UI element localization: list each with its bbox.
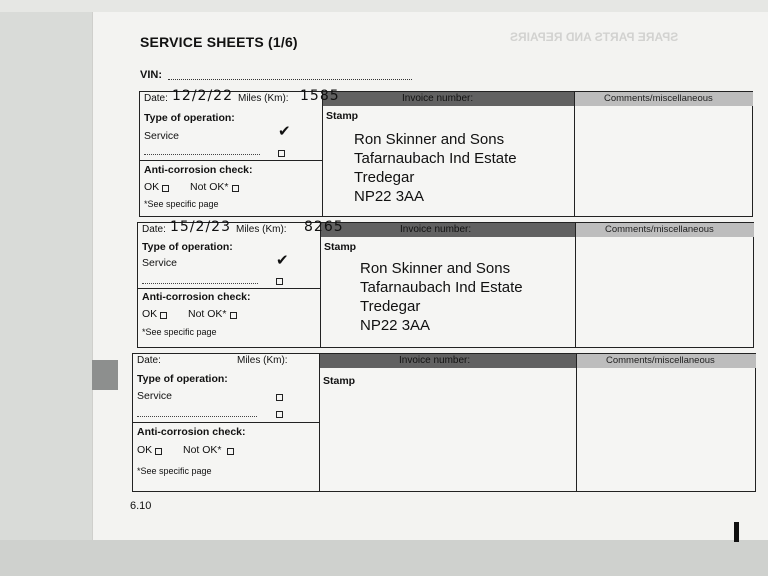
divider xyxy=(322,106,323,216)
divider xyxy=(320,237,321,347)
header-date-cell xyxy=(133,354,320,368)
service-label: Service xyxy=(137,390,173,402)
service-checkmark-icon[interactable]: ✔ xyxy=(276,252,289,269)
invoice-label: Invoice number: xyxy=(399,355,471,366)
corner-mark xyxy=(734,522,739,542)
divider xyxy=(575,237,576,347)
stamp-line: Tredegar xyxy=(360,298,421,315)
service-label: Service xyxy=(144,130,180,142)
not-ok-checkbox[interactable] xyxy=(232,185,239,192)
date-label: Date: xyxy=(142,224,166,235)
divider xyxy=(574,106,575,216)
anti-corrosion-label: Anti-corrosion check: xyxy=(142,291,251,303)
vin-field[interactable] xyxy=(168,79,412,80)
operation-other-checkbox[interactable] xyxy=(276,411,283,418)
service-checkbox[interactable] xyxy=(276,394,283,401)
stamp-line: Tafarnaubach Ind Estate xyxy=(354,150,517,167)
ok-label: OK xyxy=(137,444,153,456)
anti-corrosion-label: Anti-corrosion check: xyxy=(144,164,253,176)
date-value[interactable]: 15/2/23 xyxy=(170,219,231,235)
ok-checkbox[interactable] xyxy=(160,312,167,319)
miles-label: Miles (Km): xyxy=(237,355,288,366)
miles-label: Miles (Km): xyxy=(236,224,287,235)
mirrored-heading: SPARE PARTS AND REPAIRS xyxy=(510,30,679,44)
stamp-line: NP22 3AA xyxy=(360,317,431,334)
dealer-stamp xyxy=(354,130,517,206)
operation-other-checkbox[interactable] xyxy=(276,278,283,285)
see-specific-note: *See specific page xyxy=(137,466,212,476)
operation-other-field[interactable] xyxy=(142,283,258,284)
page-tab-marker xyxy=(92,360,118,390)
not-ok-label: Not OK* xyxy=(190,181,229,193)
comments-label: Comments/miscellaneous xyxy=(604,93,713,104)
not-ok-label: Not OK* xyxy=(188,308,227,320)
divider xyxy=(576,368,577,491)
ok-label: OK xyxy=(142,308,158,320)
stamp-line: Tredegar xyxy=(354,169,415,186)
date-label: Date: xyxy=(137,355,161,366)
date-label: Date: xyxy=(144,93,168,104)
divider xyxy=(133,422,319,423)
miles-value[interactable]: 8265 xyxy=(304,219,344,235)
operation-other-field[interactable] xyxy=(137,416,257,417)
stamp-line: NP22 3AA xyxy=(354,188,425,205)
see-specific-note: *See specific page xyxy=(142,327,217,337)
invoice-label: Invoice number: xyxy=(400,224,472,235)
service-sheet-3 xyxy=(132,353,756,492)
operation-other-field[interactable] xyxy=(144,154,260,155)
background-bottom xyxy=(0,540,768,576)
service-checkmark-icon[interactable]: ✔ xyxy=(278,123,291,140)
operation-other-checkbox[interactable] xyxy=(278,150,285,157)
stamp-line: Ron Skinner and Sons xyxy=(360,260,511,277)
type-of-operation-label: Type of operation: xyxy=(137,373,228,385)
vin-label: VIN: xyxy=(140,69,162,81)
not-ok-checkbox[interactable] xyxy=(227,448,234,455)
divider xyxy=(319,368,320,491)
comments-label: Comments/miscellaneous xyxy=(605,224,714,235)
comments-label: Comments/miscellaneous xyxy=(606,355,715,366)
service-sheet-1 xyxy=(139,88,753,217)
not-ok-label: Not OK* xyxy=(183,444,222,456)
service-label: Service xyxy=(142,257,178,269)
ok-checkbox[interactable] xyxy=(162,185,169,192)
background-top xyxy=(0,0,768,12)
stamp-line: Tafarnaubach Ind Estate xyxy=(360,279,523,296)
type-of-operation-label: Type of operation: xyxy=(144,112,235,124)
type-of-operation-label: Type of operation: xyxy=(142,241,233,253)
not-ok-checkbox[interactable] xyxy=(230,312,237,319)
page-number: 6.10 xyxy=(130,500,152,512)
miles-value[interactable]: 1585 xyxy=(300,88,340,104)
ok-label: OK xyxy=(144,181,160,193)
miles-label: Miles (Km): xyxy=(238,93,289,104)
anti-corrosion-label: Anti-corrosion check: xyxy=(137,426,246,438)
stamp-line: Ron Skinner and Sons xyxy=(354,131,505,148)
stamp-label: Stamp xyxy=(326,110,359,122)
ok-checkbox[interactable] xyxy=(155,448,162,455)
see-specific-note: *See specific page xyxy=(144,199,219,209)
page-title: SERVICE SHEETS (1/6) xyxy=(140,34,298,50)
service-sheet-2 xyxy=(137,219,754,348)
dealer-stamp xyxy=(360,259,523,335)
invoice-label: Invoice number: xyxy=(402,93,474,104)
stamp-label: Stamp xyxy=(323,375,356,387)
stamp-label: Stamp xyxy=(324,241,357,253)
date-value[interactable]: 12/2/22 xyxy=(172,88,233,104)
divider xyxy=(140,160,322,161)
divider xyxy=(138,288,320,289)
